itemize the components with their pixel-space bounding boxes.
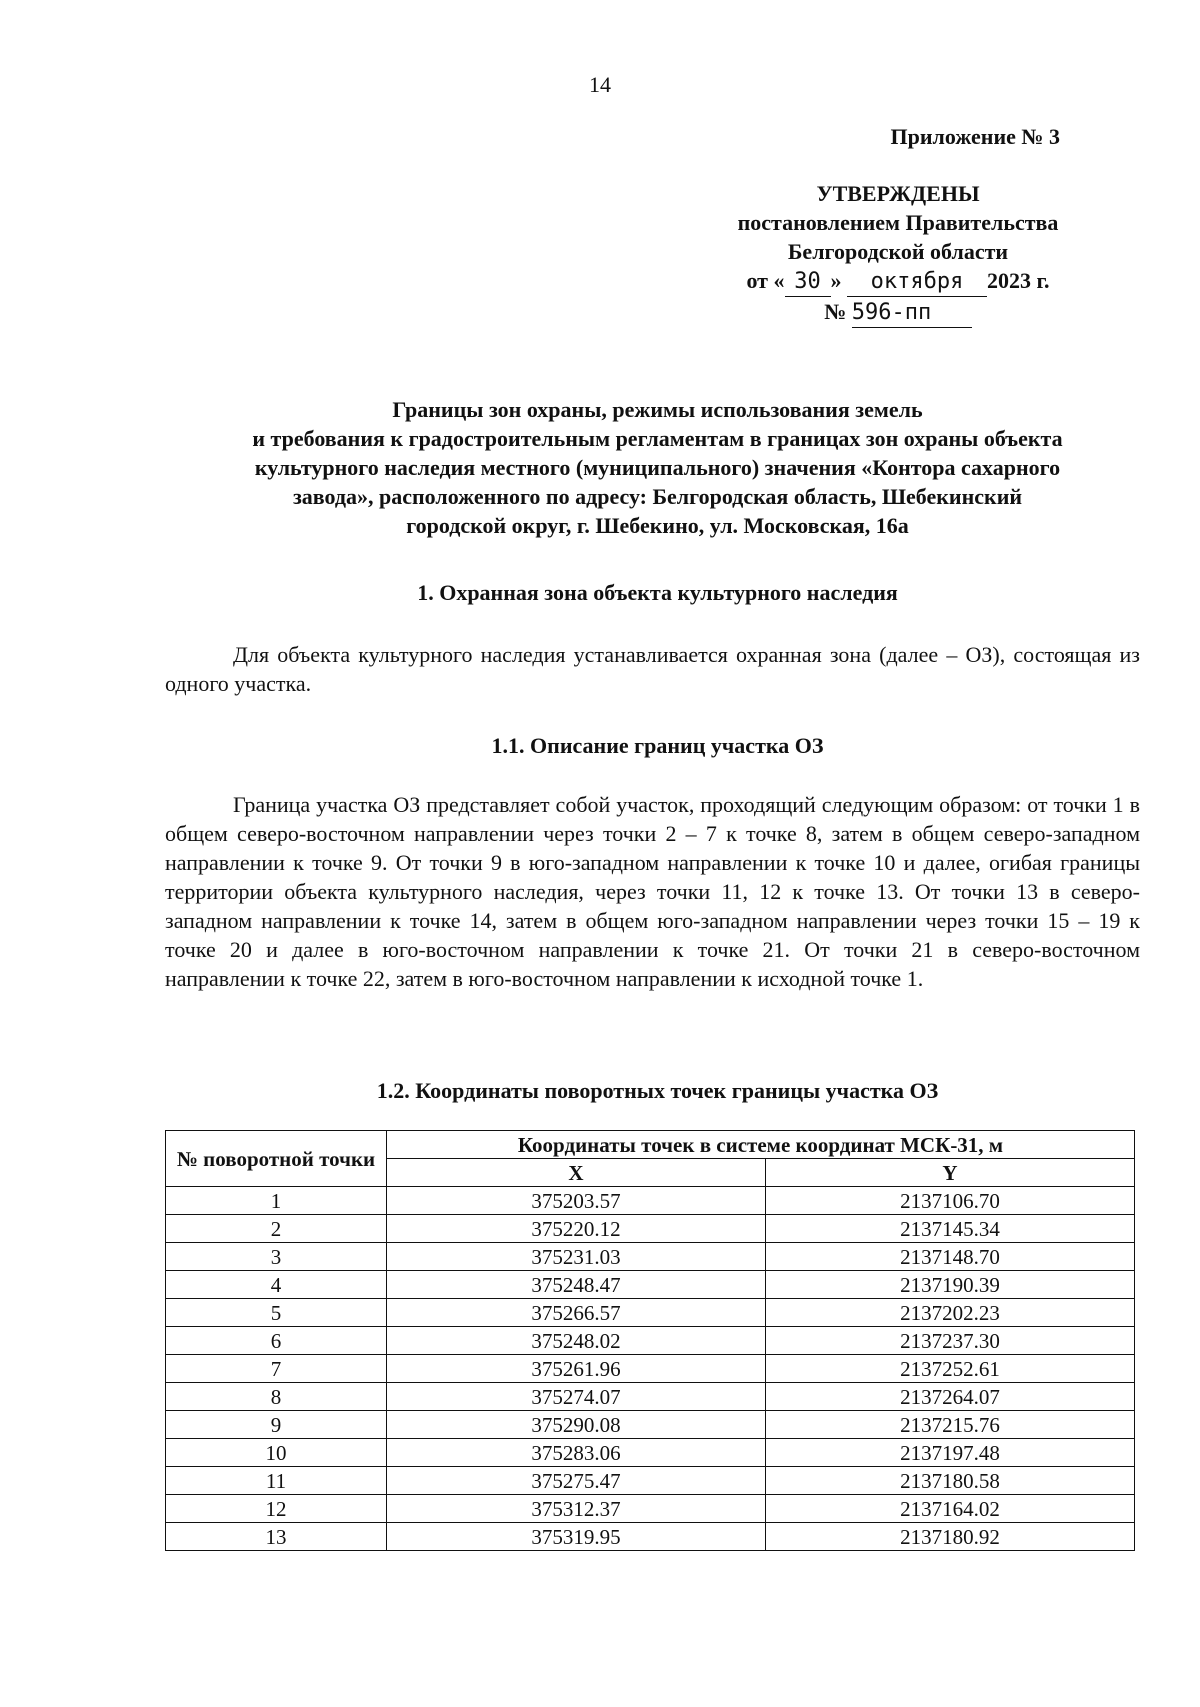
cell-y: 2137252.61 xyxy=(766,1355,1135,1383)
cell-y: 2137264.07 xyxy=(766,1383,1135,1411)
cell-point-number: 3 xyxy=(166,1243,387,1271)
cell-y: 2137190.39 xyxy=(766,1271,1135,1299)
cell-x: 375274.07 xyxy=(387,1383,766,1411)
cell-x: 375290.08 xyxy=(387,1411,766,1439)
title-line: завода», расположенного по адресу: Белгородская область, Шебекинский xyxy=(292,484,1023,509)
table-row xyxy=(166,1187,1135,1215)
cell-point-number: 4 xyxy=(166,1271,387,1299)
cell-x: 375319.95 xyxy=(387,1523,766,1551)
cell-x: 375248.02 xyxy=(387,1327,766,1355)
cell-x: 375231.03 xyxy=(387,1243,766,1271)
approved-label: УТВЕРЖДЕНЫ xyxy=(816,181,980,206)
cell-x: 375266.57 xyxy=(387,1299,766,1327)
approval-date xyxy=(648,266,1088,297)
page-number: 14 xyxy=(589,72,611,97)
header-coordinates: Координаты точек в системе координат МСК-31, м xyxy=(387,1131,1135,1159)
cell-y: 2137215.76 xyxy=(766,1411,1135,1439)
header-point-number: № поворотной точки xyxy=(166,1131,387,1187)
cell-point-number: 5 xyxy=(166,1299,387,1327)
cell-x: 375203.57 xyxy=(387,1187,766,1215)
decree-number: 596-пп xyxy=(852,298,972,328)
appendix-label: Приложение № 3 xyxy=(890,124,1060,149)
cell-point-number: 13 xyxy=(166,1523,387,1551)
cell-point-number: 12 xyxy=(166,1495,387,1523)
cell-point-number: 10 xyxy=(166,1439,387,1467)
section-1-1-text: Граница участка ОЗ представляет собой участок, проходящий следующим образом: от точки 1 в общем северо-восточном направлении через точки 2 – 7 к точке 8, затем в общем северо-западном направлении к точке 9. От точки 9 в юго-западном направлении к точке 10 и далее, огибая границы территории объекта культурного наследия, через точки 11, 12 к точке 13. От точки 13 в северо-западном направлении к точке 14, затем в общем юго-западном направлении через точки 15 – 19 к точке 20 и далее в юго-восточном направлении к точке 21. От точки 21 в северо-восточном направлении к точке 22, затем в юго-восточном направлении к исходной точке 1. xyxy=(165,792,1140,991)
cell-x: 375248.47 xyxy=(387,1271,766,1299)
title-line: городской округ, г. Шебекино, ул. Московская, 16а xyxy=(406,513,909,538)
table-row xyxy=(166,1467,1135,1495)
date-mid: » xyxy=(830,268,842,293)
approval-line-1: постановлением Правительства xyxy=(737,210,1059,235)
date-prefix: от « xyxy=(746,268,785,293)
cell-point-number: 1 xyxy=(166,1187,387,1215)
cell-point-number: 8 xyxy=(166,1383,387,1411)
document-title xyxy=(165,395,1150,540)
table-row xyxy=(166,1243,1135,1271)
date-month: октября xyxy=(847,267,987,297)
cell-point-number: 6 xyxy=(166,1327,387,1355)
number-prefix: № xyxy=(824,299,847,324)
table-row xyxy=(166,1439,1135,1467)
table-row xyxy=(166,1411,1135,1439)
section-1-heading: 1. Охранная зона объекта культурного наследия xyxy=(417,580,898,605)
table-row xyxy=(166,1383,1135,1411)
cell-point-number: 9 xyxy=(166,1411,387,1439)
cell-x: 375283.06 xyxy=(387,1439,766,1467)
approval-line-2: Белгородской области xyxy=(787,239,1009,264)
cell-x: 375275.47 xyxy=(387,1467,766,1495)
section-1-text: Для объекта культурного наследия устанавливается охранная зона (далее – ОЗ), состоящая из одного участка. xyxy=(165,642,1140,696)
title-line: Границы зон охраны, режимы использования земель xyxy=(392,397,923,422)
cell-x: 375220.12 xyxy=(387,1215,766,1243)
approval-block xyxy=(648,122,1088,328)
date-year: 2023 г. xyxy=(987,268,1050,293)
header-x: X xyxy=(387,1159,766,1187)
table-row xyxy=(166,1271,1135,1299)
cell-y: 2137180.92 xyxy=(766,1523,1135,1551)
cell-x: 375261.96 xyxy=(387,1355,766,1383)
table-row xyxy=(166,1355,1135,1383)
title-line: культурного наследия местного (муниципального) значения «Контора сахарного xyxy=(254,455,1061,480)
section-1-2-heading: 1.2. Координаты поворотных точек границы участка ОЗ xyxy=(376,1078,939,1103)
cell-y: 2137180.58 xyxy=(766,1467,1135,1495)
approval-number xyxy=(648,297,1088,328)
cell-point-number: 7 xyxy=(166,1355,387,1383)
table-row xyxy=(166,1215,1135,1243)
cell-y: 2137145.34 xyxy=(766,1215,1135,1243)
table-row xyxy=(166,1327,1135,1355)
cell-x: 375312.37 xyxy=(387,1495,766,1523)
cell-y: 2137237.30 xyxy=(766,1327,1135,1355)
table-row xyxy=(166,1299,1135,1327)
coordinates-table xyxy=(165,1130,1135,1551)
cell-point-number: 11 xyxy=(166,1467,387,1495)
header-y: Y xyxy=(766,1159,1135,1187)
cell-y: 2137164.02 xyxy=(766,1495,1135,1523)
table-row xyxy=(166,1523,1135,1551)
section-1-1-heading: 1.1. Описание границ участка ОЗ xyxy=(491,733,824,758)
cell-y: 2137197.48 xyxy=(766,1439,1135,1467)
cell-y: 2137106.70 xyxy=(766,1187,1135,1215)
cell-y: 2137202.23 xyxy=(766,1299,1135,1327)
cell-y: 2137148.70 xyxy=(766,1243,1135,1271)
title-line: и требования к градостроительным регламентам в границах зон охраны объекта xyxy=(252,426,1063,451)
date-day: 30 xyxy=(785,267,831,297)
cell-point-number: 2 xyxy=(166,1215,387,1243)
table-row xyxy=(166,1495,1135,1523)
